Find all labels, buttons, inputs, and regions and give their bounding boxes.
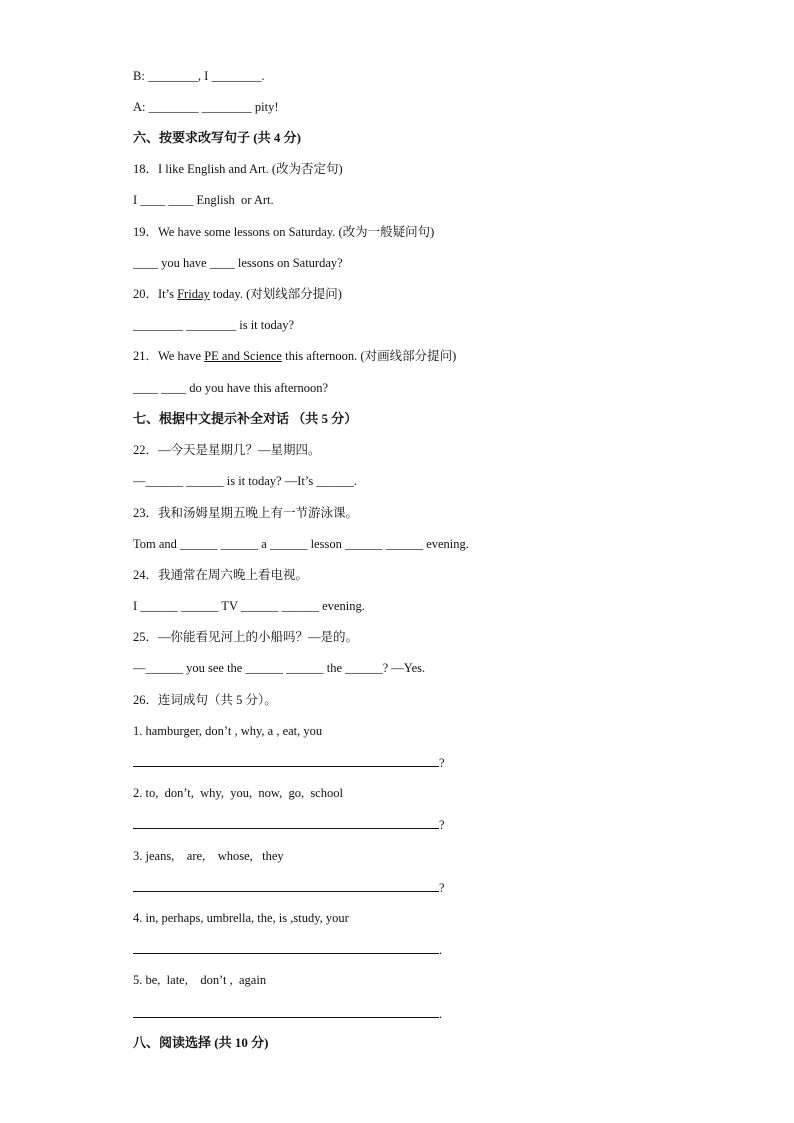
end-punctuation: . bbox=[439, 1007, 443, 1021]
answer-23: Tom and ______ ______ a ______ lesson ______ ______ evening. bbox=[133, 537, 469, 551]
end-punctuation: . bbox=[439, 943, 443, 957]
q26-item-1-answer-line bbox=[133, 754, 445, 771]
question-24: 24．我通常在周六晚上看电视。 bbox=[133, 568, 309, 582]
q26-item-1-words: 1. hamburger, don’t , why, a , eat, you bbox=[133, 724, 323, 738]
q26-item-4-answer-line bbox=[133, 941, 442, 958]
q26-item-4-words: 4. in, perhaps, umbrella, the, is ,study, your bbox=[133, 911, 349, 925]
q21-post: this afternoon. (对画线部分提问) bbox=[281, 349, 457, 363]
answer-18: I ____ ____ English or Art. bbox=[133, 193, 274, 207]
end-punctuation: ? bbox=[439, 756, 445, 770]
question-26-title: 26．连词成句（共 5 分）。 bbox=[133, 693, 277, 707]
answer-blank-line bbox=[133, 1005, 439, 1018]
dialogue-b-line: B: ________, I ________. bbox=[133, 69, 265, 83]
answer-19: ____ you have ____ lessons on Saturday? bbox=[133, 256, 343, 270]
answer-22: —______ ______ is it today? —It’s ______. bbox=[133, 474, 357, 488]
dialogue-a-line: A: ________ ________ pity! bbox=[133, 100, 279, 114]
question-20 bbox=[133, 286, 342, 302]
q26-item-3-answer-line bbox=[133, 879, 445, 896]
q20-underlined: Friday bbox=[177, 287, 210, 301]
question-23: 23．我和汤姆星期五晚上有一节游泳课。 bbox=[133, 506, 359, 520]
question-22: 22．—今天是星期几？—星期四。 bbox=[133, 443, 321, 457]
answer-blank-line bbox=[133, 816, 439, 829]
answer-21: ____ ____ do you have this afternoon? bbox=[133, 381, 329, 395]
q21-underlined: PE and Science bbox=[204, 349, 282, 363]
answer-25: —______ you see the ______ ______ the ______? —Yes. bbox=[133, 661, 426, 675]
answer-blank-line bbox=[133, 879, 439, 892]
end-punctuation: ? bbox=[439, 818, 445, 832]
answer-24: I ______ ______ TV ______ ______ evening. bbox=[133, 599, 365, 613]
answer-blank-line bbox=[133, 941, 439, 954]
question-21 bbox=[133, 348, 456, 364]
end-punctuation: ? bbox=[439, 881, 445, 895]
answer-20: ________ ________ is it today? bbox=[133, 318, 295, 332]
q26-item-3-words: 3. jeans, are, whose, they bbox=[133, 849, 284, 863]
q21-pre: 21．We have bbox=[133, 349, 205, 363]
q26-item-2-words: 2. to, don’t, why, you, now, go, school bbox=[133, 786, 343, 800]
q20-post: today. (对划线部分提问) bbox=[209, 287, 342, 301]
question-18: 18．I like English and Art. (改为否定句) bbox=[133, 162, 343, 176]
section-8-title: 八、阅读选择 (共 10 分) bbox=[133, 1035, 269, 1050]
question-25: 25．—你能看见河上的小船吗？—是的。 bbox=[133, 630, 359, 644]
section-6-title: 六、按要求改写句子 (共 4 分) bbox=[133, 130, 301, 145]
q20-pre: 20．It’s bbox=[133, 287, 178, 301]
q26-item-2-answer-line bbox=[133, 816, 445, 833]
section-7-title: 七、根据中文提示补全对话 （共 5 分） bbox=[133, 411, 358, 426]
q26-item-5-words: 5. be, late, don’t , again bbox=[133, 973, 267, 987]
answer-blank-line bbox=[133, 754, 439, 767]
question-19: 19．We have some lessons on Saturday. (改为一般疑问句) bbox=[133, 225, 435, 239]
q26-item-5-answer-line bbox=[133, 1005, 442, 1022]
